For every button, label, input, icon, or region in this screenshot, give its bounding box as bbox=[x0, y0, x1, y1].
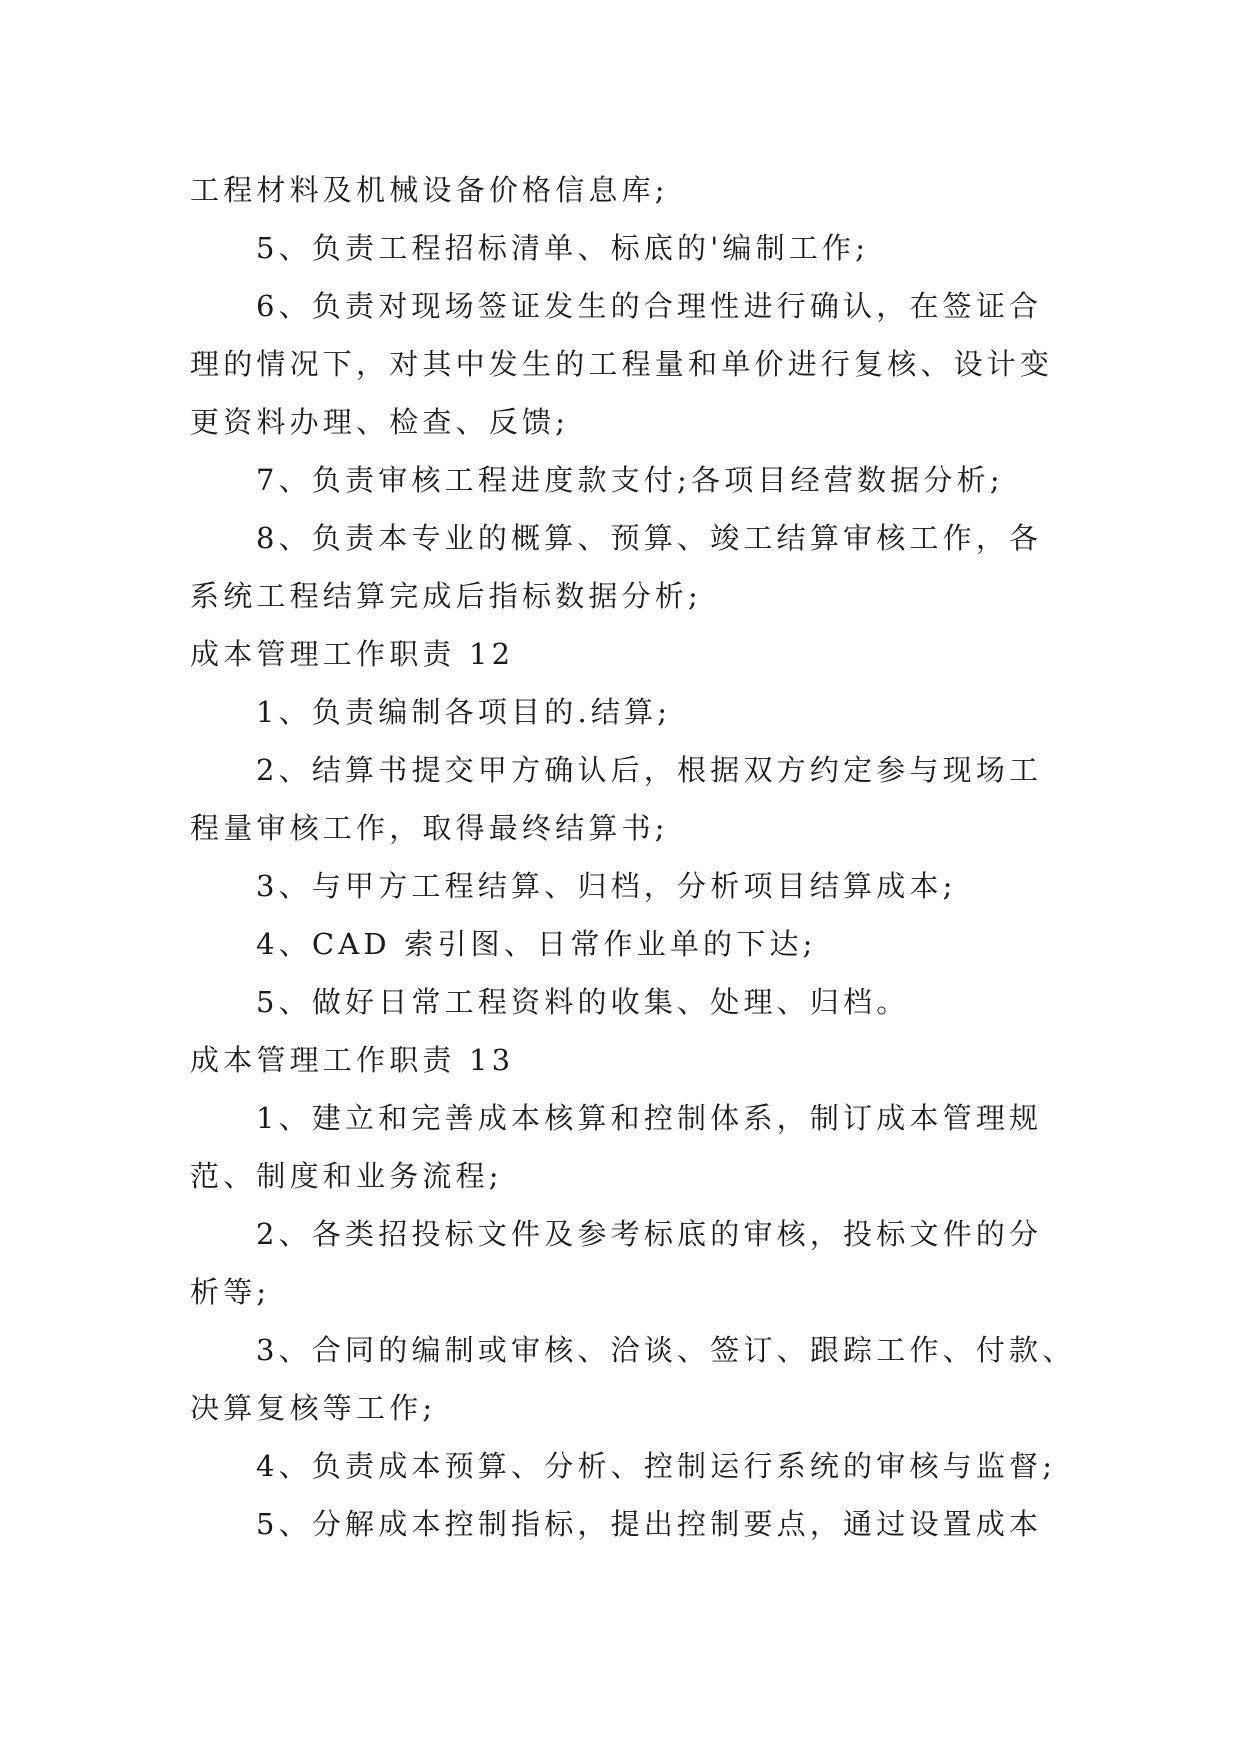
text-line: 理的情况下，对其中发生的工程量和单价进行复核、设计变 bbox=[190, 347, 1054, 381]
list-item: 4、负责成本预算、分析、控制运行系统的审核与监督; bbox=[256, 1449, 1057, 1483]
list-item: 7、负责审核工程进度款支付;各项目经营数据分析; bbox=[256, 463, 1004, 497]
text-line: 系统工程结算完成后指标数据分析; bbox=[190, 579, 702, 613]
document-body bbox=[190, 161, 1076, 1553]
list-item: 5、分解成本控制指标，提出控制要点，通过设置成本 bbox=[256, 1507, 1043, 1541]
list-item: 2、各类招投标文件及参考标底的审核，投标文件的分 bbox=[256, 1217, 1043, 1251]
text-line: 工程材料及机械设备价格信息库; bbox=[190, 173, 669, 207]
text-line: 决算复核等工作; bbox=[190, 1391, 437, 1425]
text-line: 程量审核工作，取得最终结算书; bbox=[190, 811, 669, 845]
list-item: 1、建立和完善成本核算和控制体系，制订成本管理规 bbox=[256, 1101, 1043, 1135]
list-item: 5、做好日常工程资料的收集、处理、归档。 bbox=[256, 985, 910, 1019]
list-item: 3、与甲方工程结算、归档，分析项目结算成本; bbox=[256, 869, 957, 903]
text-line: 更资料办理、检查、反馈; bbox=[190, 405, 570, 439]
list-item: 2、结算书提交甲方确认后，根据双方约定参与现场工 bbox=[256, 753, 1043, 787]
section-heading: 成本管理工作职责 12 bbox=[190, 637, 515, 671]
list-item: 8、负责本专业的概算、预算、竣工结算审核工作，各 bbox=[256, 521, 1043, 555]
text-line: 范、制度和业务流程; bbox=[190, 1159, 503, 1193]
list-item: 5、负责工程招标清单、标底的'编制工作; bbox=[256, 231, 870, 265]
list-item: 6、负责对现场签证发生的合理性进行确认，在签证合 bbox=[256, 289, 1043, 323]
text-line: 析等; bbox=[190, 1275, 271, 1309]
list-item: 4、CAD 索引图、日常作业单的下达; bbox=[256, 927, 817, 961]
section-heading: 成本管理工作职责 13 bbox=[190, 1043, 515, 1077]
list-item: 3、合同的编制或审核、洽谈、签订、跟踪工作、付款、 bbox=[256, 1333, 1076, 1367]
list-item: 1、负责编制各项目的.结算; bbox=[256, 695, 672, 729]
